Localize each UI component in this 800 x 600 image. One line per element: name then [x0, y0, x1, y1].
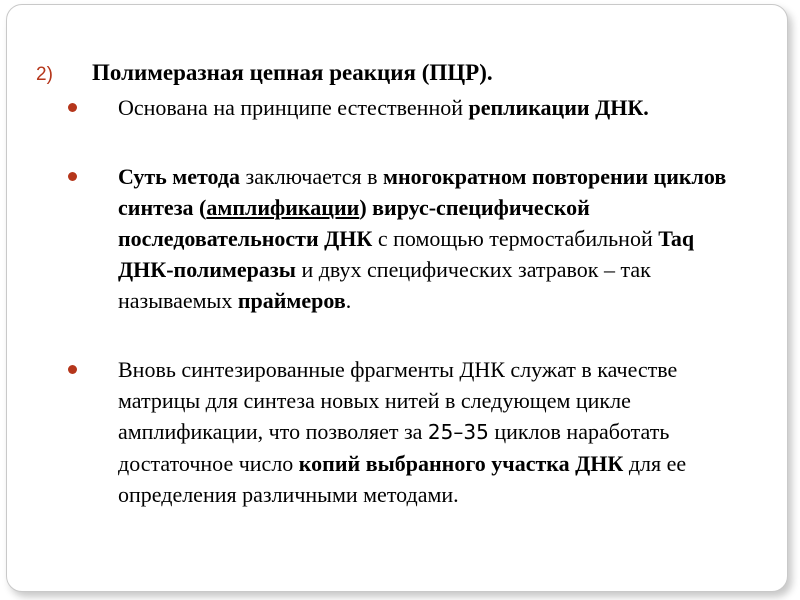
bullet-text-segment: Вновь синтезированные фрагменты ДНК служат в качестве матрицы для синтеза новых нитей в следующем цикле амплификации, что позволяет за [118, 357, 678, 444]
bullet-text-segment: репликации [468, 95, 590, 120]
bullet-text-segment: амплификации [206, 195, 360, 220]
bullet-text-segment: 25–35 [427, 420, 489, 444]
bullet-dot-icon [68, 365, 77, 374]
bullet-text-segment: Taq ДНК-полимеразы [118, 226, 695, 282]
bullet-item-1 [118, 92, 738, 123]
bullet-dot-icon [68, 172, 77, 181]
bullet-text-segment: ) вирус-специфической последовательности ДНК [118, 195, 590, 251]
bullet-text-segment: Основана на принципе естественной [118, 95, 469, 120]
bullet-dot-icon [68, 103, 77, 112]
bullet-text-segment: праймеров [237, 288, 346, 313]
bullet-item-3 [118, 354, 738, 510]
bullet-text-segment: многократном повторении циклов синтеза ( [118, 164, 727, 220]
bullet-text-segment: для ее определения различными методами. [118, 451, 687, 507]
bullet-text-segment: Суть метода [118, 164, 241, 189]
heading-text: Полимеразная цепная реакция (ПЦР). [92, 60, 493, 85]
bullet-text-segment: и двух специфических затравок – так называемых [118, 257, 651, 313]
bullet-text-segment: копий выбранного участка ДНК [298, 451, 624, 476]
bullet-text-segment: . [345, 288, 352, 313]
slide-heading [36, 58, 493, 90]
bullet-text-segment: ДНК. [595, 95, 649, 120]
bullet-text-segment: заключается в [240, 164, 384, 189]
bullet-text-segment: циклов наработать достаточное число [118, 419, 670, 476]
heading-number: 2) [36, 64, 53, 85]
bullet-item-2 [118, 161, 738, 316]
bullet-text-segment: с помощью термостабильной [372, 226, 659, 251]
